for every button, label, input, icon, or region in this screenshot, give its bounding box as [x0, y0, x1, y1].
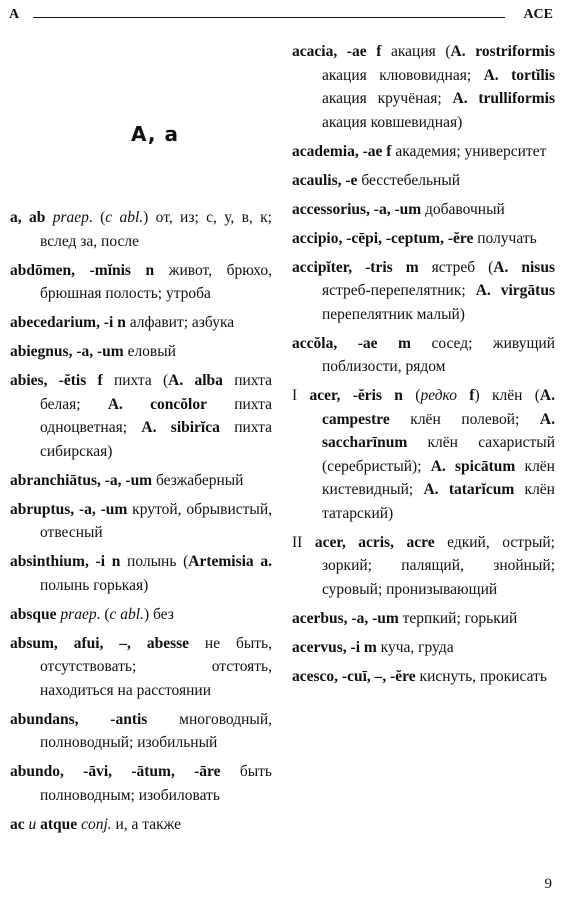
headword-text: A. trulliformis — [452, 90, 555, 107]
dictionary-entry — [10, 498, 272, 545]
definition-text: клён сахаристый (серебристый); — [322, 434, 555, 475]
headword-text: absum, afui, –, abesse — [10, 634, 190, 652]
definition-text: ) клён ( — [474, 387, 540, 404]
headword-text: A. tortĭlis — [483, 66, 555, 84]
headword-text: A. sibirĭca — [141, 419, 220, 436]
headword-text: A. nisus — [493, 258, 555, 276]
definition-text: быть полноводным; изобиловать — [40, 763, 272, 804]
headword-text: A. rostriformis — [450, 43, 555, 60]
headword-text: absinthium, -i n — [10, 553, 121, 570]
dictionary-entry — [10, 550, 272, 597]
definition-text: терпкий; горький — [398, 609, 518, 627]
dictionary-entry — [10, 603, 272, 627]
definition-text: полынь горькая) — [40, 576, 149, 594]
headword-text: ac — [10, 815, 25, 833]
definition-text: клён кистевидный; — [322, 457, 555, 498]
dictionary-entry — [10, 340, 272, 364]
headword-text: abecedarium, -i n — [10, 314, 126, 331]
definition-text: едкий, острый; зоркий; палящий, знойный; суровый; пронизывающий — [322, 533, 555, 598]
definition-text: акация ковшевидная) — [322, 113, 463, 131]
definition-text: многоводный, полноводный; изобильный — [40, 710, 272, 751]
headword-text: accŏla, -ae m — [292, 334, 411, 352]
headword-text: accipĭter, -tris m — [292, 258, 419, 276]
definition-text: . ( — [88, 209, 106, 226]
definition-text: и, а также — [111, 815, 182, 833]
running-head-left: А — [9, 7, 20, 22]
definition-text: акация клювовидная; — [322, 66, 484, 84]
headword-text: academia, -ae f — [292, 142, 392, 160]
dictionary-entry — [10, 206, 272, 253]
definition-text: безжаберный — [152, 471, 244, 489]
dictionary-entry — [10, 369, 272, 463]
definition-text — [457, 387, 469, 404]
dictionary-entry — [292, 256, 555, 327]
italic-label: c abl. — [105, 209, 144, 226]
dictionary-entry — [292, 140, 555, 164]
dictionary-entry — [292, 227, 555, 251]
headword-text: A. campestre — [322, 387, 555, 428]
headword-text: acervus, -i m — [292, 638, 377, 656]
headword-text: abies, -ĕtis f — [10, 372, 103, 389]
dictionary-entry — [10, 259, 272, 306]
definition-text: акация кручёная; — [322, 90, 453, 107]
definition-text: ) без — [143, 605, 174, 623]
dictionary-entry — [10, 469, 272, 493]
definition-text: куча, груда — [376, 638, 454, 656]
definition-text: пихта белая; — [40, 372, 272, 413]
definition-text: алфавит; азбука — [125, 314, 235, 331]
definition-text — [45, 209, 52, 226]
definition-text: бесстебельный — [357, 171, 461, 189]
definition-text: пихта ( — [102, 372, 169, 389]
headword-text: A. virgātus — [475, 282, 555, 299]
dictionary-entry — [292, 531, 555, 602]
headword-text: A. tatarĭcum — [423, 481, 515, 498]
definition-text: клён татарский) — [322, 481, 555, 522]
dictionary-entry — [10, 632, 272, 703]
definition-text: сосед; живущий поблизости, рядом — [322, 334, 555, 375]
definition-text: пихта одноцветная; — [40, 395, 272, 436]
dictionary-entry — [10, 311, 272, 335]
definition-text: . ( — [96, 605, 110, 623]
headword-text: abranchiātus, -a, -um — [10, 471, 153, 489]
headword-text: f — [469, 387, 475, 404]
left-column — [10, 206, 272, 842]
italic-label: редко — [420, 387, 457, 404]
dictionary-entry — [292, 332, 555, 379]
headword-text: Artemisia a. — [188, 553, 272, 570]
definition-text: ) от, из; с, у, в, к; вслед за, после — [40, 209, 272, 250]
dictionary-entry — [292, 40, 555, 134]
headword-text: acerbus, -a, -um — [292, 609, 399, 627]
headword-text: a, ab — [10, 209, 46, 226]
page-number: 9 — [544, 876, 552, 892]
headword-text: A. saccharīnum — [322, 410, 555, 451]
dictionary-entry — [10, 813, 272, 837]
headword-text: abundo, -āvi, -ātum, -āre — [10, 763, 221, 780]
dictionary-entry — [292, 665, 555, 689]
definition-text: I — [292, 387, 310, 404]
italic-label: praep — [60, 605, 97, 623]
headword-text: accipio, -cēpi, -ceptum, -ĕre — [292, 229, 474, 247]
running-head — [9, 7, 553, 29]
headword-text: abiegnus, -a, -um — [10, 343, 124, 360]
headword-text: acer, -ĕris n — [309, 387, 403, 404]
dictionary-entry — [292, 384, 555, 525]
headword-text: absque — [10, 605, 57, 623]
definition-text: добавочный — [421, 200, 505, 218]
definition-text: пихта сибирская) — [40, 419, 273, 460]
dictionary-entry — [292, 607, 555, 631]
definition-text: крутой, обрывистый, отвесный — [40, 500, 272, 541]
headword-text: A. spicātum — [430, 457, 516, 475]
section-letter-heading: A, a — [131, 122, 179, 146]
definition-text: академия; университет — [391, 142, 547, 160]
dictionary-entry — [292, 198, 555, 222]
definition-text: киснуть, прокисать — [415, 667, 547, 685]
headword-text: abundans, -antis — [10, 710, 148, 728]
headword-text: abdōmen, -mĭnis n — [10, 261, 155, 279]
running-head-rule — [33, 17, 505, 18]
definition-text: акация ( — [381, 43, 451, 60]
headword-text: acacia, -ae f — [292, 43, 382, 60]
headword-text: abruptus, -a, -um — [10, 500, 128, 518]
definition-text: ястреб ( — [418, 258, 494, 276]
headword-text: accessorius, -a, -um — [292, 200, 422, 218]
running-head-right: ACE — [523, 7, 553, 22]
italic-label: conj. — [81, 815, 112, 833]
italic-label: c abl. — [109, 605, 144, 623]
italic-label: praep — [52, 209, 89, 226]
dictionary-entry — [10, 708, 272, 755]
definition-text: еловый — [123, 343, 176, 360]
definition-text: получать — [473, 229, 537, 247]
headword-text: acesco, -cuī, –, -ĕre — [292, 667, 416, 685]
definition-text: живот, брюхо, брюшная полость; утроба — [40, 261, 272, 302]
right-column — [292, 40, 555, 694]
headword-text: acaulis, -e — [292, 171, 358, 189]
definition-text: ( — [402, 387, 421, 404]
dictionary-entry — [292, 169, 555, 193]
headword-text: A. concŏlor — [107, 395, 207, 413]
italic-label: и — [28, 815, 37, 833]
definition-text: не быть, отсутствовать; отстоять, находиться на расстоянии — [40, 634, 272, 699]
dictionary-entry — [292, 636, 555, 660]
definition-text: ястреб-перепелятник; — [322, 282, 476, 299]
definition-text: перепелятник малый) — [322, 305, 465, 323]
definition-text: клён полевой; — [389, 410, 540, 428]
headword-text: atque — [40, 815, 78, 833]
dictionary-entry — [10, 760, 272, 807]
definition-text: II — [292, 533, 315, 551]
headword-text: A. alba — [168, 372, 223, 389]
definition-text: полынь ( — [120, 553, 189, 570]
headword-text: acer, acris, acre — [314, 533, 435, 551]
